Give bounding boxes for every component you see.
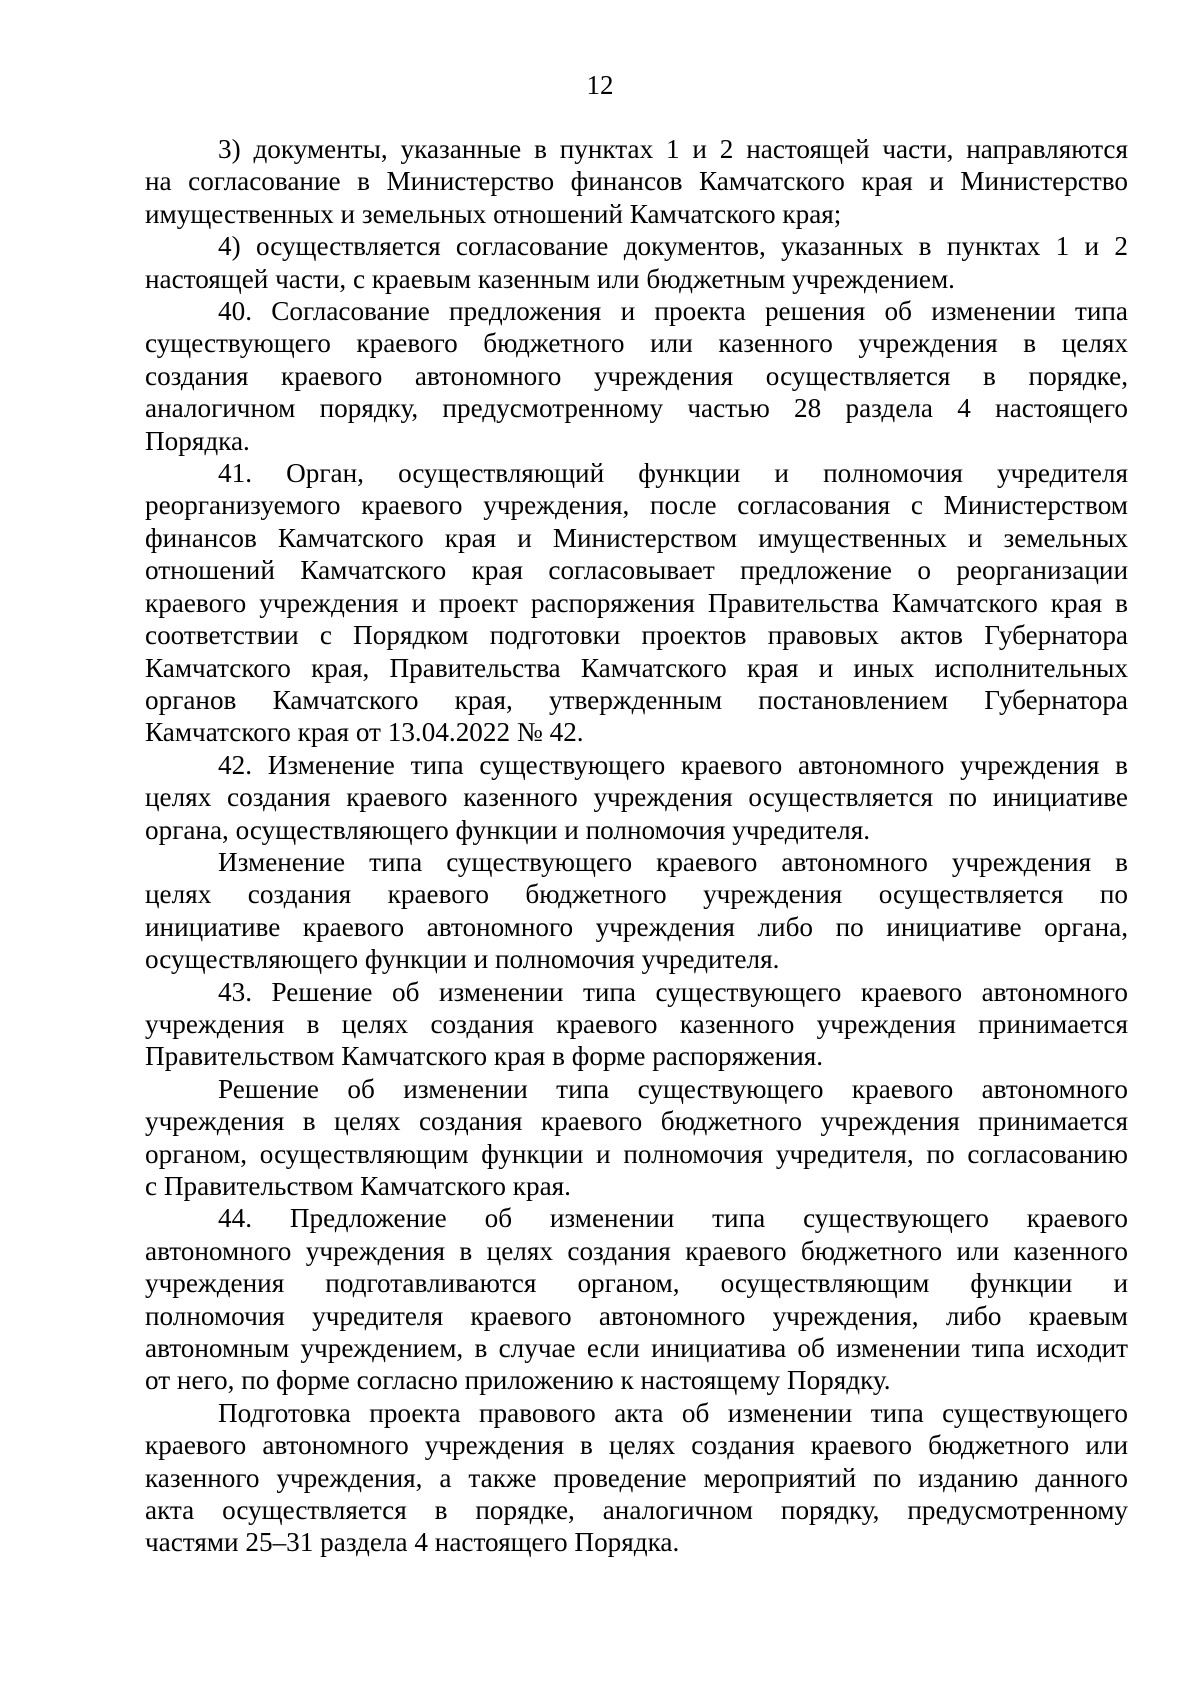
paragraph-line: 41. Орган, осуществляющий функции и полномочия учредителя [218,458,1128,489]
paragraph-line: существующего краевого бюджетного или казенного учреждения в целях [145,328,1128,359]
paragraph-line: осуществляющего функции и полномочия учредителя. [145,944,780,975]
paragraph-line: 4) осуществляется согласование документов, указанных в пунктах 1 и 2 [218,231,1128,262]
paragraph-line: 43. Решение об изменении типа существующего краевого автономного [218,976,1128,1007]
paragraph-line: имущественных и земельных отношений Камчатского края; [145,198,842,229]
paragraph-line: учреждения подготавливаются органом, осуществляющим функции и [145,1268,1128,1299]
paragraph-line: Камчатского края от 13.04.2022 № 42. [145,717,584,748]
paragraph-line: реорганизуемого краевого учреждения, после согласования с Министерством [145,490,1128,521]
paragraph-line: Подготовка проекта правового акта об изменении типа существующего [218,1397,1128,1428]
paragraph-line: акта осуществляется в порядке, аналогичном порядку, предусмотренному [145,1495,1128,1526]
paragraph-line: 42. Изменение типа существующего краевого автономного учреждения в [218,749,1128,780]
paragraph-line: инициативе краевого автономного учреждения либо по инициативе органа, [145,911,1128,942]
paragraph-line: автономного учреждения в целях создания краевого бюджетного или казенного [145,1235,1128,1266]
paragraph-line: органов Камчатского края, утвержденным постановлением Губернатора [145,684,1128,715]
paragraph-line: краевого учреждения и проект распоряжения Правительства Камчатского края в [145,587,1128,618]
paragraph-line: отношений Камчатского края согласовывает предложение о реорганизации [145,555,1128,586]
document-body [145,133,1128,1559]
paragraph-line: казенного учреждения, а также проведение мероприятий по изданию данного [145,1462,1128,1493]
paragraph-line: автономным учреждением, в случае если инициатива об изменении типа исходит [145,1333,1128,1364]
paragraph-line: 3) документы, указанные в пунктах 1 и 2 настоящей части, направляются [218,134,1128,164]
paragraph-line: краевого автономного учреждения в целях создания краевого бюджетного или [145,1430,1128,1461]
paragraph-line: 44. Предложение об изменении типа существующего краевого [218,1203,1128,1234]
paragraph-line: учреждения в целях создания краевого бюджетного учреждения принимается [145,1106,1128,1137]
paragraph-line: Правительством Камчатского края в форме распоряжения. [145,1041,824,1072]
page-number: 12 [586,70,614,100]
paragraph-line: от него, по форме согласно приложению к настоящему Порядку. [145,1365,891,1396]
paragraph-line: органом, осуществляющим функции и полномочия учредителя, по согласованию [145,1138,1128,1169]
paragraph-line: целях создания краевого бюджетного учреждения осуществляется по [145,879,1128,910]
paragraph-line: Камчатского края, Правительства Камчатского края и иных исполнительных [145,652,1128,683]
paragraph-line: учреждения в целях создания краевого казенного учреждения принимается [145,1008,1128,1039]
paragraph-line: создания краевого автономного учреждения осуществляется в порядке, [145,360,1128,391]
paragraph-line: Изменение типа существующего краевого автономного учреждения в [218,846,1128,877]
paragraph-line: финансов Камчатского края и Министерством имущественных и земельных [145,522,1128,553]
paragraph-line: 40. Согласование предложения и проекта решения об изменении типа [218,296,1128,327]
paragraph-line: соответствии с Порядком подготовки проектов правовых актов Губернатора [145,620,1128,651]
paragraph-line: полномочия учредителя краевого автономного учреждения, либо краевым [145,1300,1128,1331]
paragraph-line: на согласование в Министерство финансов Камчатского края и Министерство [145,166,1128,197]
paragraph-line: с Правительством Камчатского края. [145,1171,571,1201]
paragraph-line: настоящей части, с краевым казенным или бюджетным учреждением. [145,263,955,294]
paragraph-line: аналогичном порядку, предусмотренному частью 28 раздела 4 настоящего [145,393,1128,424]
paragraph-line: органа, осуществляющего функции и полномочия учредителя. [145,814,870,845]
paragraph-line: целях создания краевого казенного учреждения осуществляется по инициативе [145,782,1128,813]
paragraph-line: частями 25–31 раздела 4 настоящего Порядка. [145,1527,680,1558]
paragraph-line: Решение об изменении типа существующего краевого автономного [218,1073,1128,1104]
paragraph-line: Порядка. [145,425,250,456]
